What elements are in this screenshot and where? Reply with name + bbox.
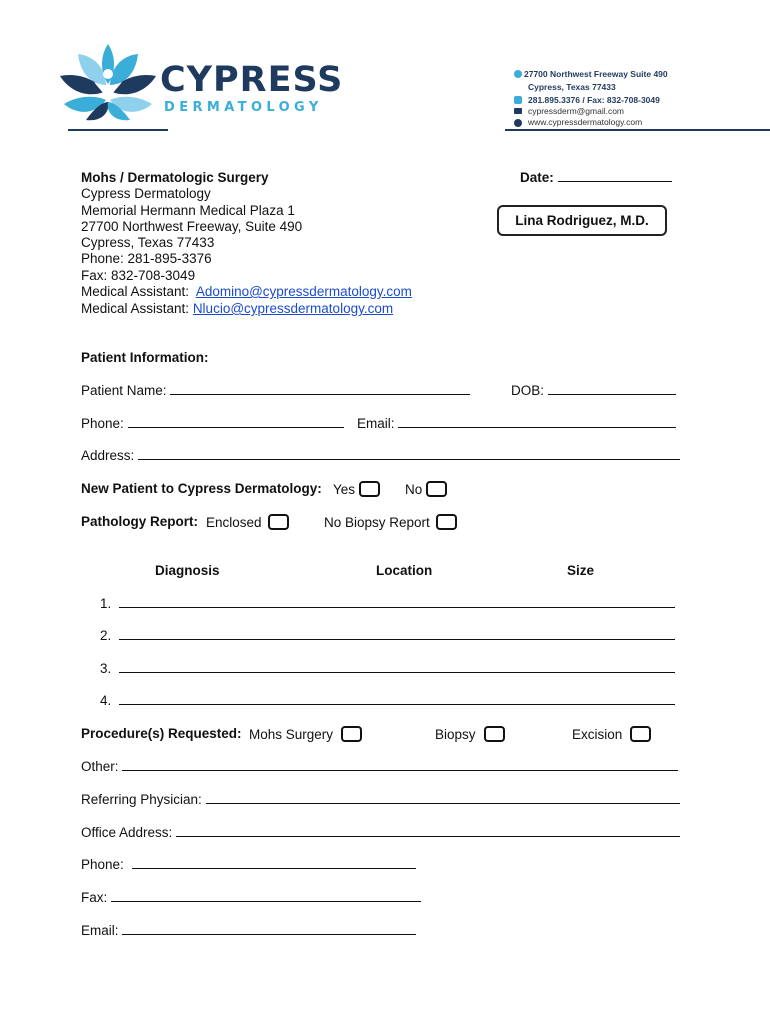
- new-patient-yes[interactable]: [333, 481, 380, 497]
- procedure-other-label: Other:: [81, 759, 119, 774]
- header-divider-left: [68, 129, 168, 131]
- procedure-excision[interactable]: [572, 726, 651, 742]
- new-patient-no[interactable]: [405, 481, 447, 497]
- patient-section-title: Patient Information:: [81, 350, 209, 365]
- pathology-enclosed-label: Enclosed: [206, 515, 262, 530]
- diagnosis-row[interactable]: [100, 661, 675, 676]
- referring-phone-line[interactable]: [132, 858, 416, 869]
- brand-subtitle: DERMATOLOGY: [164, 100, 323, 115]
- diagnosis-row[interactable]: [100, 628, 675, 643]
- lotus-flower-icon: [56, 42, 160, 128]
- procedure-excision-checkbox[interactable]: [630, 726, 651, 742]
- dob-label: DOB:: [511, 383, 545, 398]
- contact-phone-fax: 281.895.3376 / Fax: 832-708-3049: [528, 95, 660, 105]
- diagnosis-row-line[interactable]: [119, 597, 675, 608]
- contact-email: cypressderm@gmail.com: [528, 106, 625, 116]
- referring-phone-field[interactable]: [81, 857, 416, 872]
- location-pin-icon: [514, 70, 522, 78]
- referring-fax-label: Fax:: [81, 890, 108, 905]
- brand-name: CYPRESS: [160, 60, 344, 100]
- procedure-label: Procedure(s) Requested:: [81, 726, 242, 741]
- patient-phone-field[interactable]: [81, 416, 344, 431]
- size-header: Size: [567, 563, 595, 578]
- new-patient-yes-label: Yes: [333, 482, 356, 497]
- doctor-name-box: Lina Rodriguez, M.D.: [497, 205, 667, 236]
- new-patient-no-checkbox[interactable]: [426, 481, 447, 497]
- pathology-enclosed[interactable]: [206, 514, 289, 530]
- diagnosis-row[interactable]: [100, 693, 675, 708]
- patient-email-field[interactable]: [357, 416, 676, 431]
- referring-fax-field[interactable]: [81, 890, 421, 905]
- contact-address-line-2: Cypress, Texas 77433: [528, 82, 616, 92]
- assistant-1-email-link[interactable]: Adomino@cypressdermatology.com: [195, 284, 412, 299]
- patient-email-line[interactable]: [398, 417, 676, 428]
- assistant-2-label: Medical Assistant:: [81, 301, 190, 316]
- contact-website: www.cypressdermatology.com: [528, 117, 643, 127]
- diagnosis-row-line[interactable]: [119, 694, 675, 705]
- diagnosis-row-number: 2.: [100, 628, 112, 643]
- referring-physician-label: Referring Physician:: [81, 792, 202, 807]
- diagnosis-row[interactable]: [100, 596, 675, 611]
- patient-phone-line[interactable]: [128, 417, 344, 428]
- procedure-mohs-checkbox[interactable]: [341, 726, 362, 742]
- procedure-excision-label: Excision: [572, 727, 623, 742]
- patient-phone-label: Phone:: [81, 416, 124, 431]
- patient-address-line[interactable]: [138, 449, 680, 460]
- form-title: Mohs / Dermatologic Surgery: [81, 170, 269, 185]
- diagnosis-row-line[interactable]: [119, 662, 675, 673]
- referring-email-line[interactable]: [122, 924, 416, 935]
- email-icon: [514, 108, 522, 114]
- office-address-field[interactable]: [81, 825, 680, 840]
- new-patient-label: New Patient to Cypress Dermatology:: [81, 481, 322, 496]
- procedure-biopsy-label: Biopsy: [435, 727, 476, 742]
- clinic-street: 27700 Northwest Freeway, Suite 490: [81, 219, 303, 234]
- date-line[interactable]: [558, 171, 672, 182]
- contact-address-line-1: 27700 Northwest Freeway Suite 490: [524, 69, 668, 79]
- procedure-other-field[interactable]: [81, 759, 678, 774]
- dob-line[interactable]: [548, 384, 676, 395]
- assistant-2-email-link[interactable]: Nlucio@cypressdermatology.com: [192, 301, 394, 316]
- patient-email-label: Email:: [357, 416, 395, 431]
- patient-address-field[interactable]: [81, 448, 680, 463]
- cypress-logo: [56, 42, 344, 128]
- diagnosis-row-line[interactable]: [119, 629, 675, 640]
- diagnosis-row-number: 1.: [100, 596, 112, 611]
- procedure-other-line[interactable]: [122, 760, 678, 771]
- patient-name-line[interactable]: [170, 384, 470, 395]
- referring-phone-label: Phone:: [81, 857, 124, 872]
- diagnosis-row-number: 4.: [100, 693, 112, 708]
- pathology-no-biopsy-checkbox[interactable]: [436, 514, 457, 530]
- patient-address-label: Address:: [81, 448, 135, 463]
- procedure-biopsy[interactable]: [435, 726, 505, 742]
- new-patient-yes-checkbox[interactable]: [359, 481, 380, 497]
- header-divider-right: [505, 129, 770, 131]
- office-address-label: Office Address:: [81, 825, 173, 840]
- referring-email-field[interactable]: [81, 923, 416, 938]
- pathology-enclosed-checkbox[interactable]: [268, 514, 289, 530]
- pathology-no-biopsy[interactable]: [324, 514, 457, 530]
- assistant-2: [81, 301, 393, 316]
- pathology-label: Pathology Report:: [81, 514, 198, 529]
- diagnosis-row-number: 3.: [100, 661, 112, 676]
- assistant-1: [81, 284, 412, 299]
- procedure-mohs-label: Mohs Surgery: [249, 727, 334, 742]
- date-field[interactable]: [520, 170, 672, 185]
- globe-icon: [514, 119, 522, 127]
- office-address-line[interactable]: [176, 826, 680, 837]
- diagnosis-header: Diagnosis: [155, 563, 220, 578]
- referring-email-label: Email:: [81, 923, 119, 938]
- referring-physician-field[interactable]: [81, 792, 680, 807]
- pathology-question: [81, 514, 198, 529]
- pathology-no-biopsy-label: No Biopsy Report: [324, 515, 430, 530]
- dob-field[interactable]: [511, 383, 676, 398]
- date-label: Date:: [520, 170, 554, 185]
- clinic-city: Cypress, Texas 77433: [81, 235, 215, 250]
- procedure-biopsy-checkbox[interactable]: [484, 726, 505, 742]
- referring-fax-line[interactable]: [111, 891, 421, 902]
- patient-name-field[interactable]: [81, 383, 470, 398]
- patient-name-label: Patient Name:: [81, 383, 167, 398]
- new-patient-question: [81, 481, 322, 496]
- assistant-1-label: Medical Assistant:: [81, 284, 190, 299]
- clinic-fax: Fax: 832-708-3049: [81, 268, 196, 283]
- phone-icon: [514, 96, 522, 104]
- clinic-phone: Phone: 281-895-3376: [81, 251, 212, 266]
- new-patient-no-label: No: [405, 482, 423, 497]
- procedure-mohs[interactable]: [249, 726, 362, 742]
- referring-physician-line[interactable]: [206, 793, 680, 804]
- location-header: Location: [376, 563, 433, 578]
- clinic-name: Cypress Dermatology: [81, 186, 211, 201]
- clinic-building: Memorial Hermann Medical Plaza 1: [81, 203, 295, 218]
